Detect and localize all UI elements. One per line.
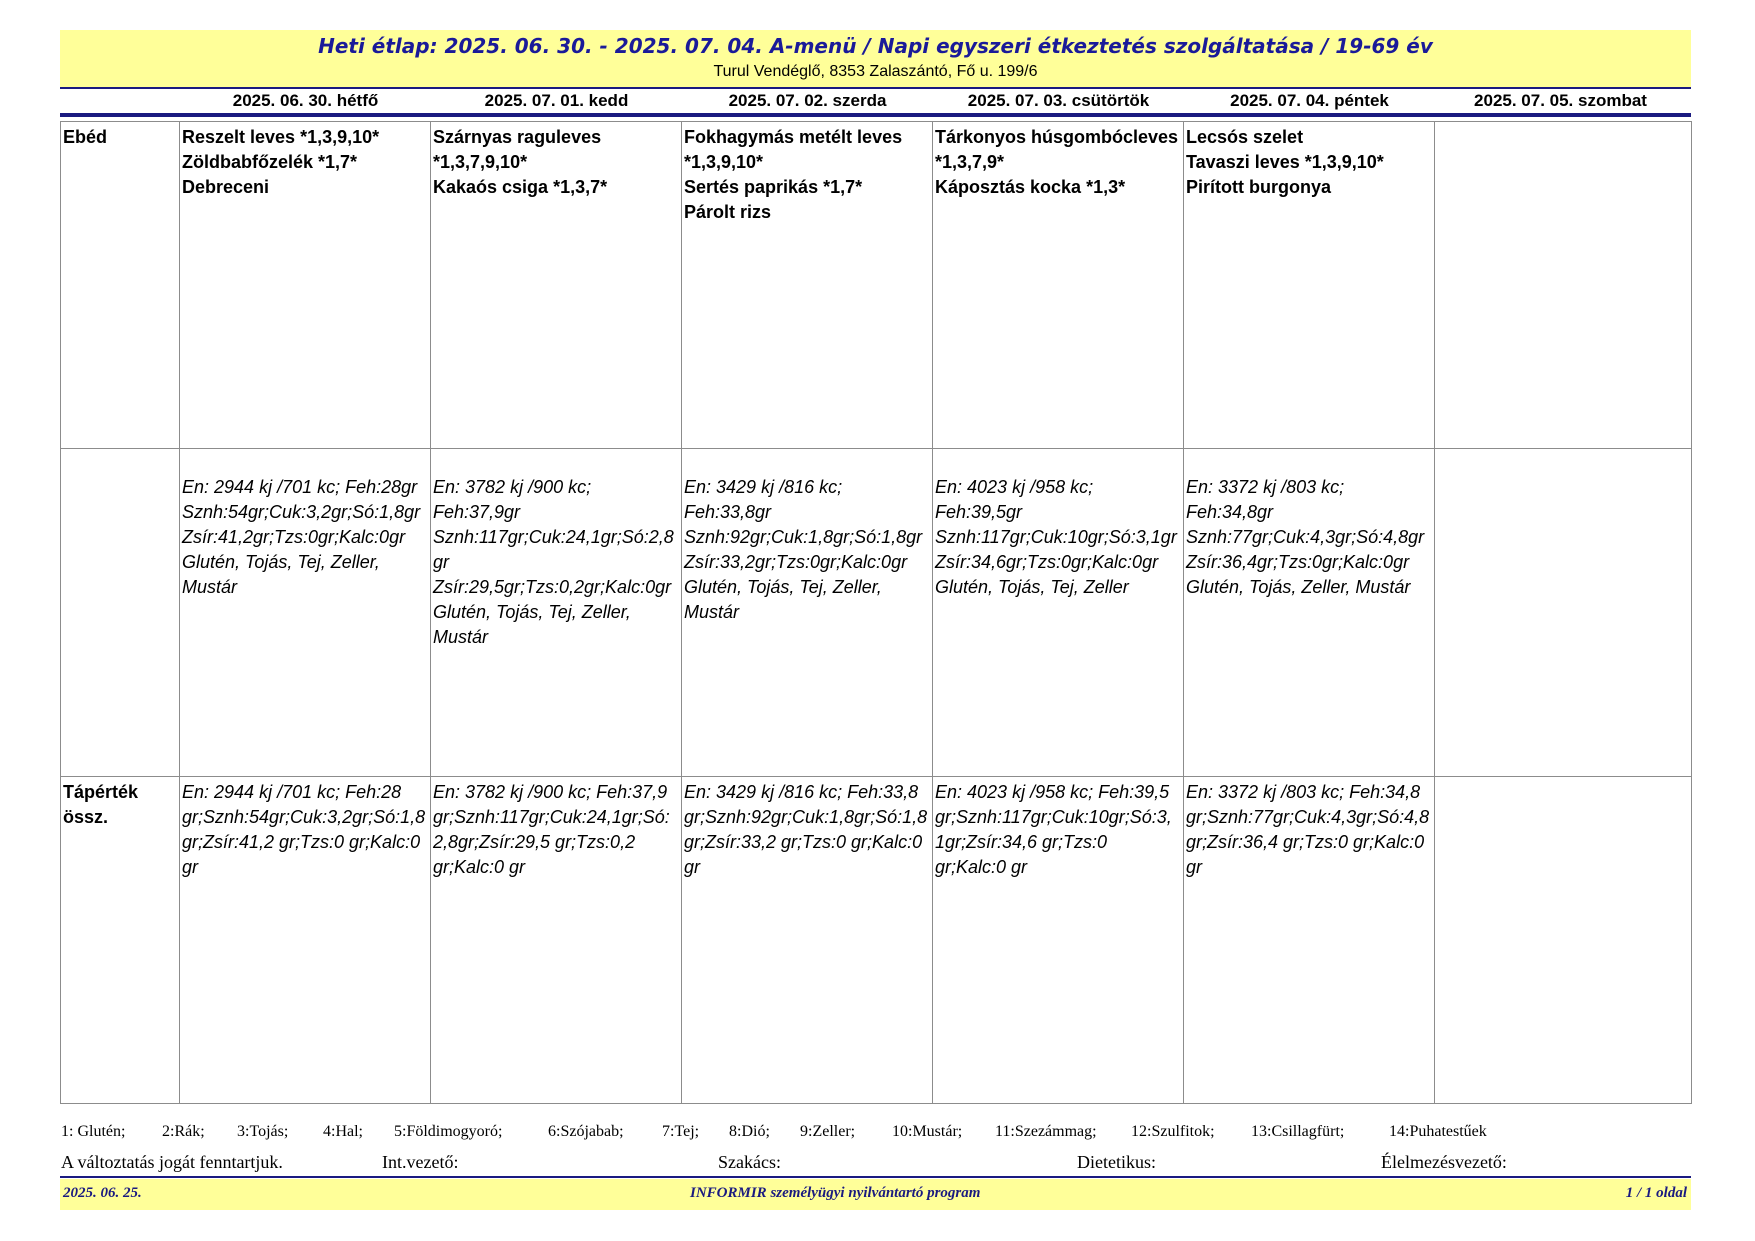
allergen-code: 6:Szójabab; <box>548 1123 624 1140</box>
totals-text: En: 3782 kj /900 kc; Feh:37,9 gr;Sznh:117gr;Cuk:24,1gr;Só:2,8gr;Zsír:29,5 gr;Tzs:0,2 gr;Kalc:0 gr <box>433 782 670 877</box>
day-header: 2025. 07. 02. szerda <box>728 91 887 110</box>
dish: Párolt rizs <box>684 202 772 222</box>
dish: Sertés paprikás *1,7* <box>684 177 863 197</box>
allergen-text: Glutén, Tojás, Tej, Zeller, Mustár <box>433 602 631 647</box>
day-header-row <box>60 89 1691 113</box>
dish: Zöldbabfőzelék *1,7* <box>182 152 358 172</box>
nutrition-cell <box>1184 449 1435 777</box>
dish: Lecsós szelet <box>1186 127 1304 147</box>
dish: Káposztás kocka *1,3* <box>935 177 1126 197</box>
allergen-code: 1: Glutén; <box>61 1123 126 1140</box>
day-header: 2025. 06. 30. hétfő <box>232 91 379 110</box>
footer-rule <box>60 1176 1691 1178</box>
nutrition-text: En: 2944 kj /701 kc; Feh:28gr Sznh:54gr;Cuk:3,2gr;Só:1,8gr Zsír:41,2gr;Tzs:0gr;Kalc:0gr <box>182 477 421 547</box>
allergen-text: Glutén, Tojás, Tej, Zeller, Mustár <box>182 552 380 597</box>
totals-cell <box>1184 777 1435 1104</box>
menu-table <box>60 121 1692 1104</box>
allergen-code: 12:Szulfitok; <box>1131 1123 1215 1140</box>
allergen-code: 10:Mustár; <box>892 1123 963 1140</box>
totals-cell <box>180 777 431 1104</box>
allergen-code: 4:Hal; <box>323 1123 363 1140</box>
dish: Pirított burgonya <box>1186 177 1331 197</box>
totals-text: En: 3372 kj /803 kc; Feh:34,8 gr;Sznh:77gr;Cuk:4,3gr;Só:4,8gr;Zsír:36,4 gr;Tzs:0 gr;Kalc:0 gr <box>1186 782 1430 877</box>
szakacs-label: Szakács: <box>718 1152 781 1172</box>
nutrition-text: En: 3782 kj /900 kc; Feh:37,9gr Sznh:117gr;Cuk:24,1gr;Só:2,8gr Zsír:29,5gr;Tzs:0,2gr;Kalc:0gr <box>433 477 674 597</box>
allergen-code: 9:Zeller; <box>800 1123 856 1140</box>
allergen-code: 14:Puhatestűek <box>1389 1123 1487 1140</box>
nutrition-cell <box>431 449 682 777</box>
dish: Debreceni <box>182 177 270 197</box>
print-date: 2025. 06. 25. <box>63 1185 142 1201</box>
allergen-code: 8:Dió; <box>729 1123 770 1140</box>
allergen-code: 2:Rák; <box>162 1123 205 1140</box>
dish: Reszelt leves *1,3,9,10* <box>182 127 380 147</box>
nutrition-cell <box>933 449 1184 777</box>
totals-text: En: 4023 kj /958 kc; Feh:39,5 gr;Sznh:117gr;Cuk:10gr;Só:3,1gr;Zsír:34,6 gr;Tzs:0 gr;Kalc:0 gr <box>935 782 1172 877</box>
totals-cell <box>682 777 933 1104</box>
allergen-code: 13:Csillagfürt; <box>1251 1123 1345 1140</box>
totals-text: En: 2944 kj /701 kc; Feh:28 gr;Sznh:54gr;Cuk:3,2gr;Só:1,8gr;Zsír:41,2 gr;Tzs:0 gr;Kalc:0 gr <box>182 782 426 877</box>
day-header: 2025. 07. 01. kedd <box>484 91 629 110</box>
dish: Tárkonyos húsgombócleves *1,3,7,9* <box>935 127 1179 172</box>
allergen-legend <box>61 1123 1692 1141</box>
totals-cell <box>431 777 682 1104</box>
title-band <box>60 30 1691 87</box>
menu-page <box>60 30 1691 1104</box>
nutrition-row <box>61 449 1692 777</box>
totals-text: En: 3429 kj /816 kc; Feh:33,8 gr;Sznh:92gr;Cuk:1,8gr;Só:1,8gr;Zsír:33,2 gr;Tzs:0 gr;Kalc:0 gr <box>684 782 928 877</box>
page-title: Heti étlap: 2025. 06. 30. - 2025. 07. 04. A-menü / Napi egyszeri étkeztetés szolgáltatása / 19-69 év <box>318 34 1433 58</box>
page-subtitle: Turul Vendéglő, 8353 Zalaszántó, Fő u. 199/6 <box>713 63 1038 80</box>
allergen-code: 5:Földimogyoró; <box>394 1123 503 1140</box>
dish: Szárnyas raguleves *1,3,7,9,10* <box>433 127 602 172</box>
nutrition-text: En: 3429 kj /816 kc; Feh:33,8gr Sznh:92gr;Cuk:1,8gr;Só:1,8gr Zsír:33,2gr;Tzs:0gr;Kalc:0gr <box>684 477 923 572</box>
nutrition-cell-empty <box>1435 449 1692 777</box>
totals-row <box>61 777 1692 1104</box>
day-header: 2025. 07. 05. szombat <box>1474 91 1647 110</box>
ebed-cell <box>933 122 1184 449</box>
signature-row <box>61 1152 1692 1174</box>
change-notice: A változtatás jogát fenntartjuk. <box>61 1152 283 1172</box>
nutrition-cell <box>180 449 431 777</box>
ebed-cell <box>1184 122 1435 449</box>
allergen-text: Glutén, Tojás, Tej, Zeller <box>935 577 1129 597</box>
allergen-text: Glutén, Tojás, Tej, Zeller, Mustár <box>684 577 882 622</box>
allergen-code: 7:Tej; <box>662 1123 700 1140</box>
nutrition-text: En: 4023 kj /958 kc; Feh:39,5gr Sznh:117gr;Cuk:10gr;Só:3,1gr Zsír:34,6gr;Tzs:0gr;Kalc:0gr <box>935 477 1177 572</box>
page-number: 1 / 1 oldal <box>1625 1185 1687 1201</box>
totals-label-line1: Tápérték <box>63 782 139 802</box>
allergen-code: 3:Tojás; <box>237 1123 289 1140</box>
dish: Fokhagymás metélt leves *1,3,9,10* <box>684 127 903 172</box>
allergen-code: 11:Szezámmag; <box>995 1123 1097 1140</box>
ebed-label: Ebéd <box>61 122 180 449</box>
allergen-text: Glutén, Tojás, Zeller, Mustár <box>1186 577 1411 597</box>
nutrition-cell <box>682 449 933 777</box>
footer-band <box>60 1179 1691 1210</box>
int-vezeto-label: Int.vezető: <box>382 1152 459 1172</box>
dish: Tavaszi leves *1,3,9,10* <box>1186 152 1384 172</box>
nutrition-label-empty <box>61 449 180 777</box>
ebed-row <box>61 122 1692 449</box>
day-header: 2025. 07. 03. csütörtök <box>967 91 1150 110</box>
dietetikus-label: Dietetikus: <box>1077 1152 1156 1172</box>
totals-cell-empty <box>1435 777 1692 1104</box>
totals-label <box>61 777 180 1104</box>
header-rule-bottom <box>60 113 1691 117</box>
totals-cell <box>933 777 1184 1104</box>
program-name: INFORMIR személyügyi nyilvántartó program <box>690 1185 981 1201</box>
elelmezesvezeto-label: Élelmezésvezető: <box>1381 1152 1507 1172</box>
day-header: 2025. 07. 04. péntek <box>1230 91 1389 110</box>
ebed-cell <box>431 122 682 449</box>
dish: Kakaós csiga *1,3,7* <box>433 177 608 197</box>
ebed-cell <box>180 122 431 449</box>
ebed-cell <box>682 122 933 449</box>
totals-label-line2: össz. <box>63 807 109 827</box>
ebed-cell-empty <box>1435 122 1692 449</box>
nutrition-text: En: 3372 kj /803 kc; Feh:34,8gr Sznh:77gr;Cuk:4,3gr;Só:4,8gr Zsír:36,4gr;Tzs:0gr;Kalc:0gr <box>1186 477 1425 572</box>
